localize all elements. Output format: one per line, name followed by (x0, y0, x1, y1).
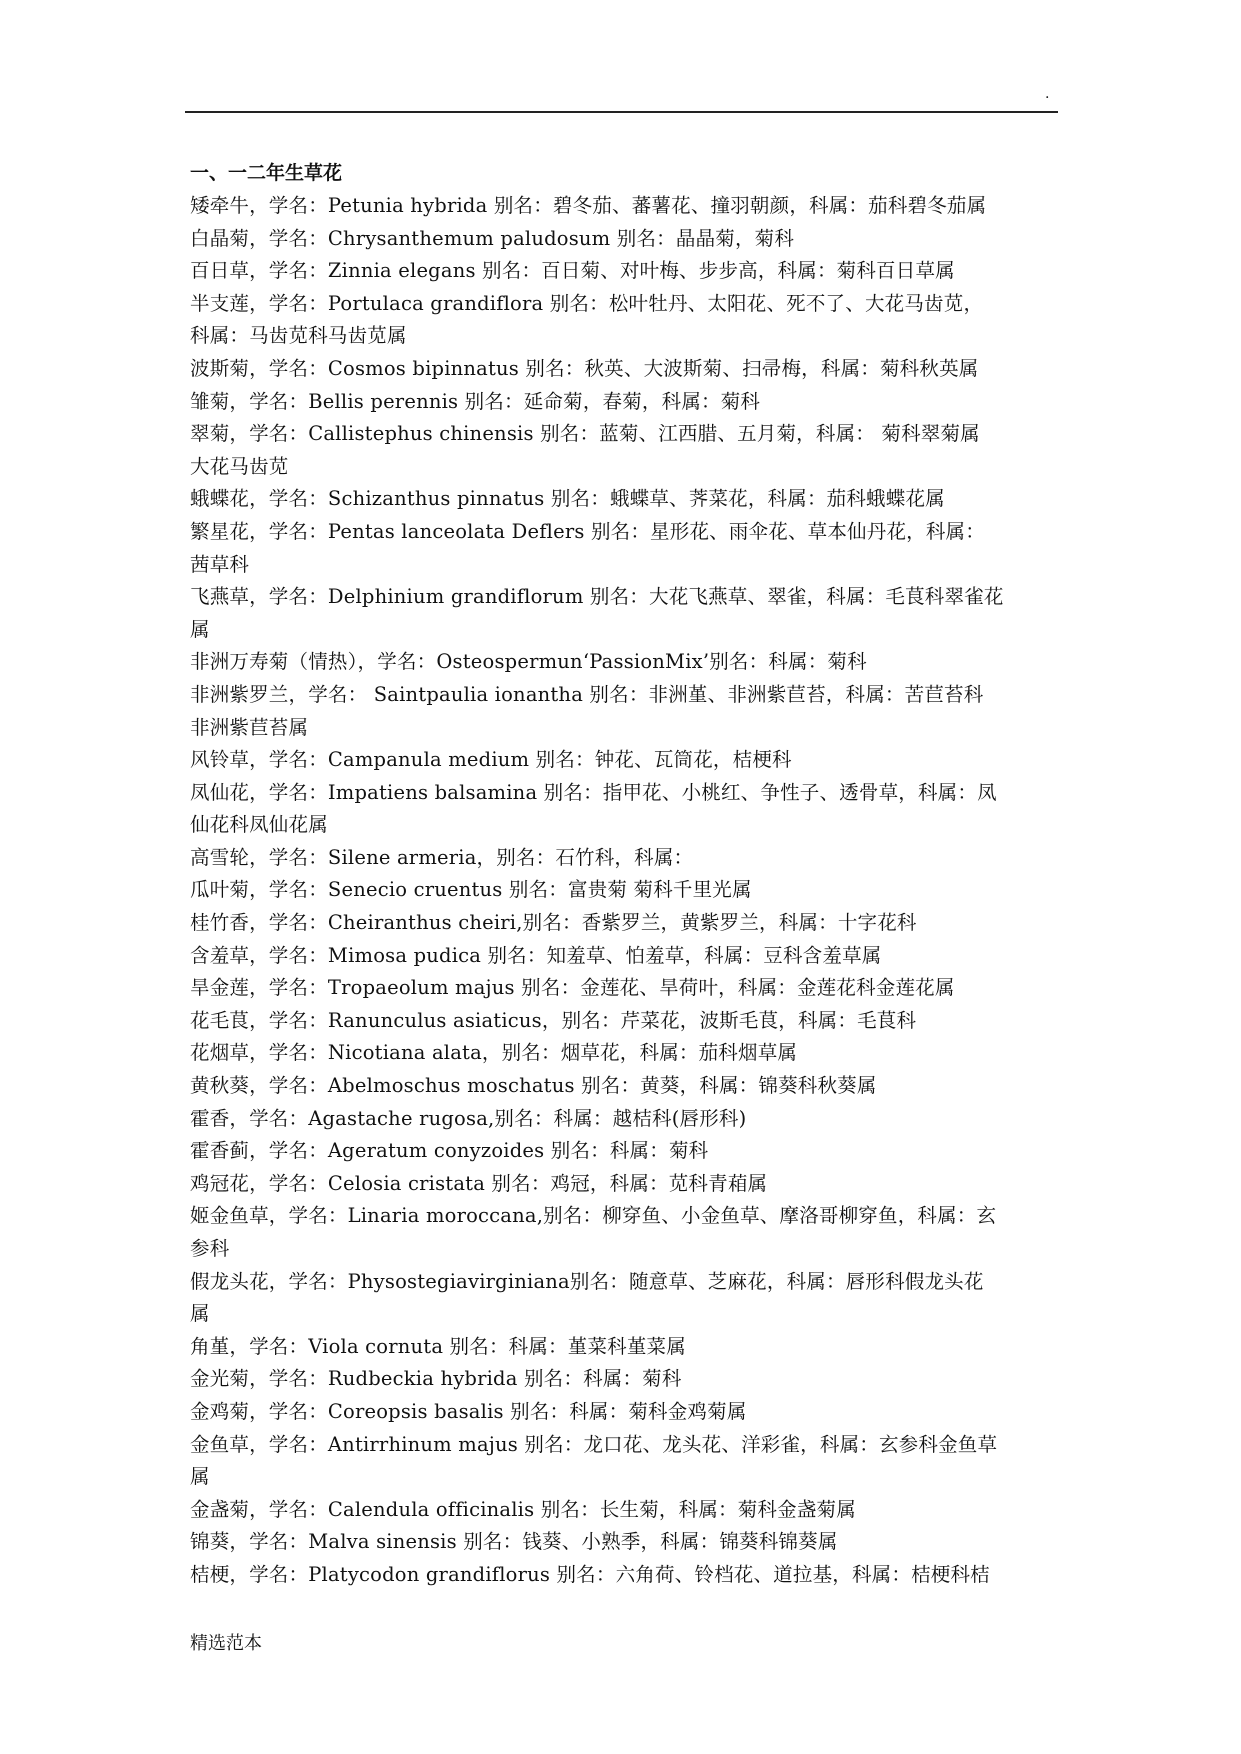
list-item: 属 (190, 1465, 210, 1489)
list-item: 含羞草，学名：Mimosa pudica 别名：知羞草、怕羞草，科属：豆科含羞草属 (190, 943, 882, 967)
list-item: 金鱼草，学名：Antirrhinum majus 别名：龙口花、龙头花、洋彩雀，科属：玄参科金鱼草 (190, 1432, 998, 1456)
list-item: 霍香，学名：Agastache rugosa,别名：科属：越桔科(唇形科) (190, 1106, 747, 1130)
list-item: 茜草科 (190, 552, 250, 576)
list-item: 金光菊，学名：Rudbeckia hybrida 别名：科属：菊科 (190, 1367, 682, 1391)
footer-text: 精选范本 (190, 1633, 262, 1654)
list-item: 属 (190, 617, 210, 641)
list-item: 霍香蓟，学名：Ageratum conyzoides 别名：科属：菊科 (190, 1139, 709, 1163)
list-item: 仙花科凤仙花属 (190, 813, 328, 837)
document-body (190, 158, 1070, 1592)
list-item: 非洲紫苣苔属 (190, 715, 309, 739)
section-title: 一、一二年生草花 (190, 162, 343, 184)
list-item: 参科 (190, 1237, 230, 1260)
list-item: 大花马齿苋 (190, 454, 289, 478)
list-item: 黄秋葵，学名：Abelmoschus moschatus 别名：黄葵，科属：锦葵科秋葵属 (190, 1074, 877, 1098)
list-item: 半支莲，学名：Portulaca grandiflora 别名：松叶牡丹、太阳花、死不了、大花马齿苋， (190, 291, 984, 315)
list-item: 凤仙花，学名：Impatiens balsamina 别名：指甲花、小桃红、争性子、透骨草，科属：凤 (190, 780, 997, 804)
list-item: 非洲紫罗兰，学名： Saintpaulia ionantha 别名：非洲堇、非洲紫苣苔，科属：苦苣苔科 (190, 682, 984, 706)
list-item: 蛾蝶花，学名：Schizanthus pinnatus 别名：蛾蝶草、荠菜花，科属：茄科蛾蝶花属 (190, 487, 945, 511)
list-item: 波斯菊，学名：Cosmos bipinnatus 别名：秋英、大波斯菊、扫帚梅，科属：菊科秋英属 (190, 356, 979, 380)
list-item: 翠菊，学名：Callistephus chinensis 别名：蓝菊、江西腊、五月菊，科属： 菊科翠菊属 (190, 422, 980, 446)
list-item: 花烟草，学名：Nicotiana alata，别名：烟草花，科属：茄科烟草属 (190, 1041, 798, 1065)
plant-list (190, 190, 1070, 1592)
list-item: 百日草，学名：Zinnia elegans 别名：百日菊、对叶梅、步步高，科属：菊科百日草属 (190, 259, 955, 283)
list-item: 金鸡菊，学名：Coreopsis basalis 别名：科属：菊科金鸡菊属 (190, 1399, 747, 1423)
list-item: 桔梗，学名：Platycodon grandiflorus 别名：六角荷、铃档花、道拉基，科属：桔梗科桔 (190, 1562, 990, 1586)
list-item: 花毛茛，学名：Ranunculus asiaticus，别名：芹菜花，波斯毛茛，科属：毛茛科 (190, 1008, 917, 1032)
header-rule (185, 111, 1058, 113)
list-item: 鸡冠花，学名：Celosia cristata 别名：鸡冠，科属：苋科青葙属 (190, 1171, 768, 1195)
list-item: 白晶菊，学名：Chrysanthemum paludosum 别名：晶晶菊，菊科 (190, 226, 795, 250)
list-item: 矮牵牛，学名：Petunia hybrida 别名：碧冬茄、蕃薯花、撞羽朝颜，科属：茄科碧冬茄属 (190, 194, 987, 217)
list-item: 属 (190, 1302, 210, 1326)
list-item: 高雪轮，学名：Silene armeria，别名：石竹科，科属： (190, 845, 694, 869)
list-item: 假龙头花，学名：Physostegiavirginiana别名：随意草、芝麻花，科属：唇形科假龙头花 (190, 1269, 984, 1293)
list-item: 非洲万寿菊（情热），学名：Osteospermun‘PassionMix’别名：科属：菊科 (190, 650, 867, 674)
list-item: 飞燕草，学名：Delphinium grandiflorum 别名：大花飞燕草、翠雀，科属：毛茛科翠雀花 (190, 585, 1004, 609)
list-item: 科属：马齿苋科马齿苋属 (190, 324, 407, 348)
list-item: 姬金鱼草，学名：Linaria moroccana,别名：柳穿鱼、小金鱼草、摩洛哥柳穿鱼，科属：玄 (190, 1204, 997, 1228)
list-item: 旱金莲，学名：Tropaeolum majus 别名：金莲花、旱荷叶，科属：金莲花科金莲花属 (190, 976, 955, 1000)
list-item: 繁星花，学名：Pentas lanceolata Deflers 别名：星形花、雨伞花、草本仙丹花，科属： (190, 519, 985, 543)
list-item: 金盏菊，学名：Calendula officinalis 别名：长生菊，科属：菊科金盏菊属 (190, 1497, 856, 1521)
list-item: 角堇，学名：Viola cornuta 别名：科属：堇菜科堇菜属 (190, 1334, 686, 1358)
header-corner-mark: . (1045, 86, 1050, 102)
list-item: 雏菊，学名：Bellis perennis 别名：延命菊，春菊，科属：菊科 (190, 389, 761, 413)
list-item: 锦葵，学名：Malva sinensis 别名：钱葵、小熟季，科属：锦葵科锦葵属 (190, 1530, 838, 1554)
list-item: 桂竹香，学名：Cheiranthus cheiri,别名：香紫罗兰，黄紫罗兰，科属：十字花科 (190, 911, 917, 935)
list-item: 瓜叶菊，学名：Senecio cruentus 别名：富贵菊 菊科千里光属 (190, 878, 752, 902)
list-item: 风铃草，学名：Campanula medium 别名：钟花、瓦筒花，桔梗科 (190, 748, 792, 772)
